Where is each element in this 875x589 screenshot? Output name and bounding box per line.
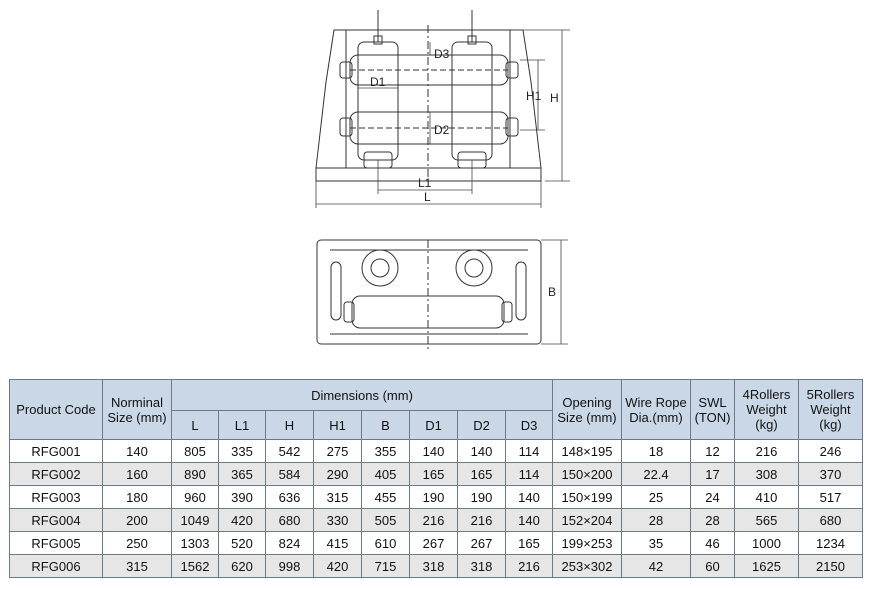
table-cell: 680 bbox=[266, 509, 314, 532]
table-cell: 960 bbox=[172, 486, 219, 509]
header-4rollers-weight: 4Rollers Weight (kg) bbox=[735, 380, 799, 440]
table-cell: 267 bbox=[410, 532, 458, 555]
table-cell: 584 bbox=[266, 463, 314, 486]
table-cell: 250 bbox=[103, 532, 172, 555]
label-d1: D1 bbox=[370, 75, 386, 89]
table-cell: 1049 bbox=[172, 509, 219, 532]
table-row bbox=[10, 509, 863, 532]
table-cell: 290 bbox=[314, 463, 362, 486]
header-dimensions: Dimensions (mm) bbox=[172, 380, 553, 411]
table-cell: 1000 bbox=[735, 532, 799, 555]
header-dim-col: H1 bbox=[314, 411, 362, 440]
table-cell: RFG005 bbox=[10, 532, 103, 555]
table-cell: 335 bbox=[219, 440, 266, 463]
table-cell: 315 bbox=[103, 555, 172, 578]
label-b: B bbox=[548, 285, 557, 299]
table-cell: 415 bbox=[314, 532, 362, 555]
label-d2: D2 bbox=[434, 123, 450, 137]
table-cell: 805 bbox=[172, 440, 219, 463]
table-cell: 18 bbox=[622, 440, 691, 463]
table-cell: 165 bbox=[458, 463, 506, 486]
table-cell: 148×195 bbox=[553, 440, 622, 463]
table-cell: 150×199 bbox=[553, 486, 622, 509]
table-cell: 140 bbox=[103, 440, 172, 463]
header-nominal-size: Norminal Size (mm) bbox=[103, 380, 172, 440]
table-cell: 180 bbox=[103, 486, 172, 509]
table-cell: 216 bbox=[410, 509, 458, 532]
table-cell: 505 bbox=[362, 509, 410, 532]
table-cell: RFG001 bbox=[10, 440, 103, 463]
table-cell: 22.4 bbox=[622, 463, 691, 486]
table-cell: 420 bbox=[314, 555, 362, 578]
table-cell: 1562 bbox=[172, 555, 219, 578]
table-cell: RFG002 bbox=[10, 463, 103, 486]
table-cell: 680 bbox=[799, 509, 863, 532]
table-cell: 410 bbox=[735, 486, 799, 509]
table-cell: 190 bbox=[458, 486, 506, 509]
header-dim-col: H bbox=[266, 411, 314, 440]
table-cell: 17 bbox=[691, 463, 735, 486]
table-cell: 140 bbox=[506, 509, 553, 532]
table-cell: 517 bbox=[799, 486, 863, 509]
table-cell: 1303 bbox=[172, 532, 219, 555]
table-cell: 715 bbox=[362, 555, 410, 578]
table-cell: 565 bbox=[735, 509, 799, 532]
header-dim-col: D1 bbox=[410, 411, 458, 440]
header-5rollers-weight: 5Rollers Weight (kg) bbox=[799, 380, 863, 440]
table-cell: 152×204 bbox=[553, 509, 622, 532]
table-cell: 140 bbox=[458, 440, 506, 463]
table-cell: 150×200 bbox=[553, 463, 622, 486]
header-dim-col: D2 bbox=[458, 411, 506, 440]
table-cell: 542 bbox=[266, 440, 314, 463]
table-cell: 1625 bbox=[735, 555, 799, 578]
header-dim-col: L bbox=[172, 411, 219, 440]
table-cell: 520 bbox=[219, 532, 266, 555]
table-cell: 246 bbox=[799, 440, 863, 463]
table-cell: 405 bbox=[362, 463, 410, 486]
table-row bbox=[10, 440, 863, 463]
header-wire-rope: Wire Rope Dia.(mm) bbox=[622, 380, 691, 440]
table-row bbox=[10, 486, 863, 509]
table-cell: 140 bbox=[410, 440, 458, 463]
table-cell: 420 bbox=[219, 509, 266, 532]
table-cell: RFG004 bbox=[10, 509, 103, 532]
table-cell: 160 bbox=[103, 463, 172, 486]
table-cell: 46 bbox=[691, 532, 735, 555]
label-l: L bbox=[424, 190, 431, 204]
header-product-code: Product Code bbox=[10, 380, 103, 440]
table-cell: 216 bbox=[735, 440, 799, 463]
table-row bbox=[10, 555, 863, 578]
table-cell: 824 bbox=[266, 532, 314, 555]
table-cell: 308 bbox=[735, 463, 799, 486]
table-cell: 890 bbox=[172, 463, 219, 486]
table-cell: 200 bbox=[103, 509, 172, 532]
table-cell: 25 bbox=[622, 486, 691, 509]
table-cell: 318 bbox=[458, 555, 506, 578]
table-cell: RFG003 bbox=[10, 486, 103, 509]
table-cell: 190 bbox=[410, 486, 458, 509]
table-cell: 275 bbox=[314, 440, 362, 463]
table-cell: 267 bbox=[458, 532, 506, 555]
table-cell: 315 bbox=[314, 486, 362, 509]
table-cell: 140 bbox=[506, 486, 553, 509]
label-h1: H1 bbox=[526, 89, 542, 103]
table-cell: 165 bbox=[506, 532, 553, 555]
table-cell: 42 bbox=[622, 555, 691, 578]
table-cell: 24 bbox=[691, 486, 735, 509]
table-cell: 253×302 bbox=[553, 555, 622, 578]
header-opening-size: Opening Size (mm) bbox=[553, 380, 622, 440]
table-cell: 199×253 bbox=[553, 532, 622, 555]
header-swl: SWL (TON) bbox=[691, 380, 735, 440]
header-dim-col: D3 bbox=[506, 411, 553, 440]
table-cell: 35 bbox=[622, 532, 691, 555]
table-cell: 2150 bbox=[799, 555, 863, 578]
label-d3: D3 bbox=[434, 47, 450, 61]
table-cell: 370 bbox=[799, 463, 863, 486]
table-cell: 355 bbox=[362, 440, 410, 463]
table-cell: 390 bbox=[219, 486, 266, 509]
table-cell: RFG006 bbox=[10, 555, 103, 578]
header-dim-col: L1 bbox=[219, 411, 266, 440]
table-cell: 12 bbox=[691, 440, 735, 463]
table-cell: 114 bbox=[506, 463, 553, 486]
table-cell: 365 bbox=[219, 463, 266, 486]
label-h: H bbox=[550, 91, 559, 105]
table-cell: 610 bbox=[362, 532, 410, 555]
table-cell: 28 bbox=[691, 509, 735, 532]
label-l1: L1 bbox=[418, 176, 432, 190]
table-cell: 60 bbox=[691, 555, 735, 578]
header-dim-col: B bbox=[362, 411, 410, 440]
front-view bbox=[316, 10, 541, 185]
table-cell: 165 bbox=[410, 463, 458, 486]
table-row bbox=[10, 463, 863, 486]
table-cell: 216 bbox=[506, 555, 553, 578]
table-cell: 114 bbox=[506, 440, 553, 463]
table-row bbox=[10, 532, 863, 555]
table-cell: 455 bbox=[362, 486, 410, 509]
table-cell: 216 bbox=[458, 509, 506, 532]
table-cell: 1234 bbox=[799, 532, 863, 555]
table-cell: 998 bbox=[266, 555, 314, 578]
table-cell: 330 bbox=[314, 509, 362, 532]
plan-view bbox=[317, 240, 568, 350]
table-cell: 28 bbox=[622, 509, 691, 532]
table-cell: 620 bbox=[219, 555, 266, 578]
specification-table bbox=[9, 379, 863, 578]
table-cell: 636 bbox=[266, 486, 314, 509]
table-cell: 318 bbox=[410, 555, 458, 578]
